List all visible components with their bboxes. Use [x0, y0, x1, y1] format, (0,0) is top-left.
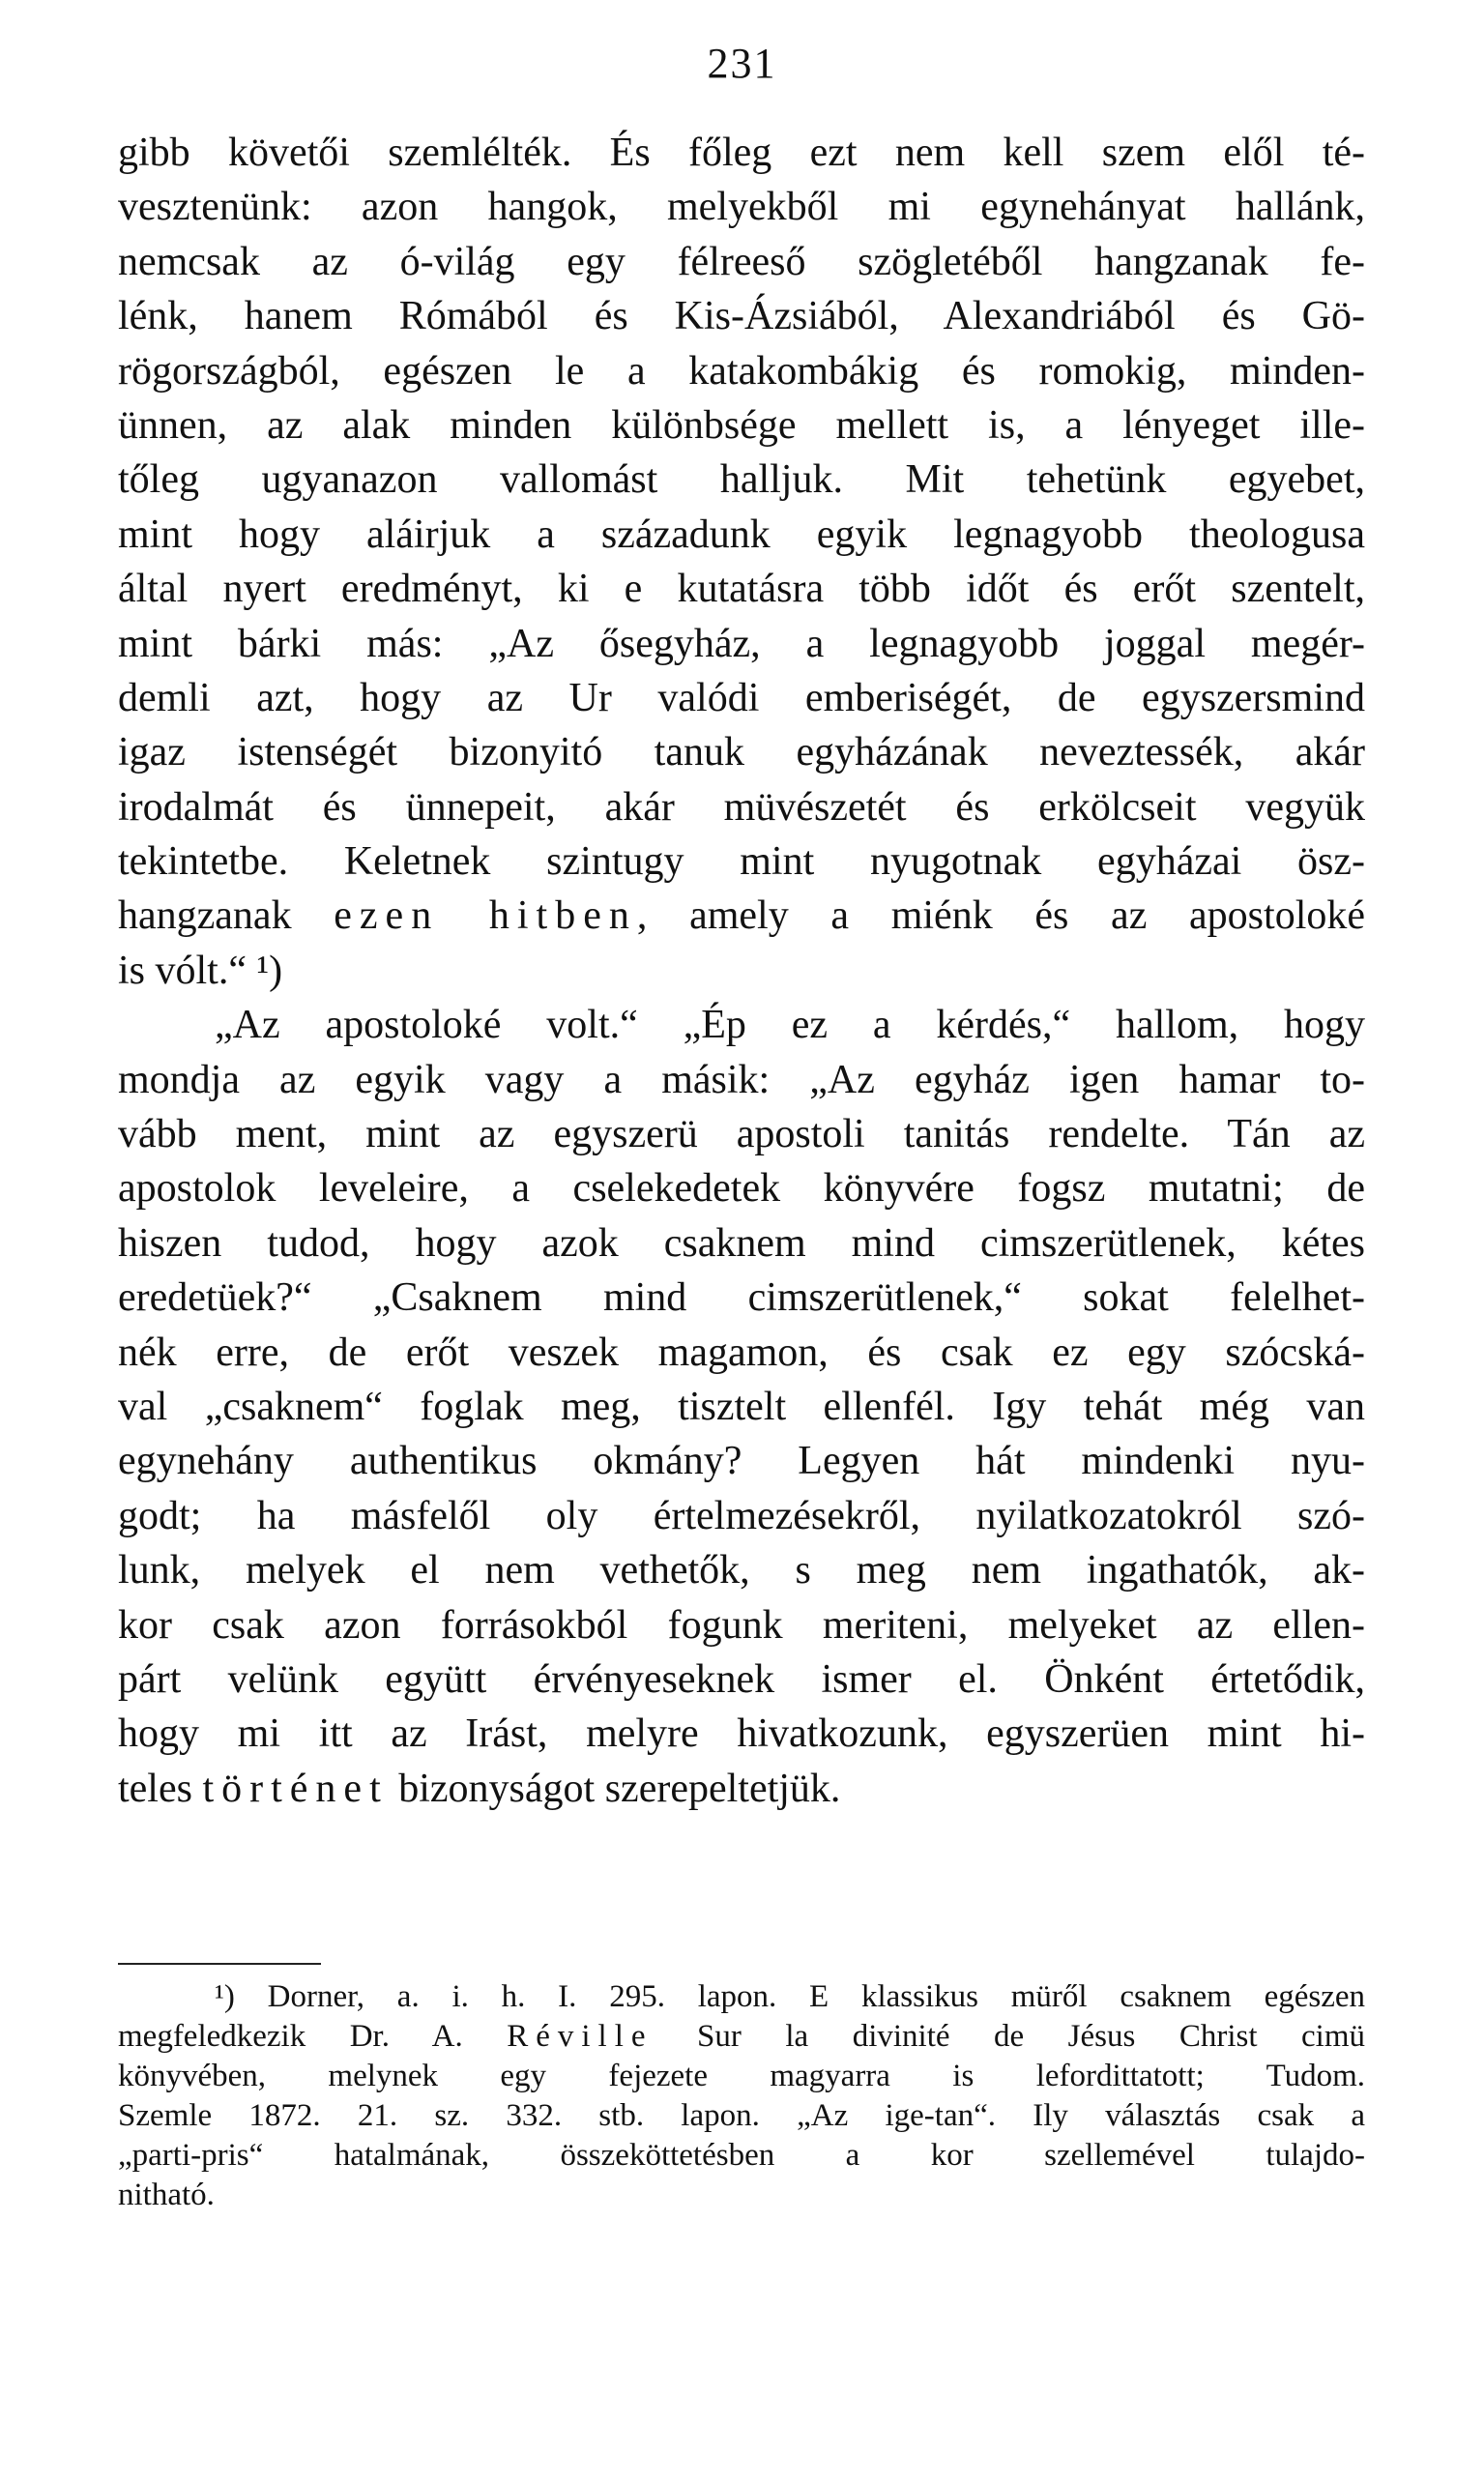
text-line: vább ment, mint az egyszerü apostoli tanitás rendelte. Tán az [118, 1112, 1365, 1157]
text-line: nemcsak az ó-világ egy félreeső szögletéből hangzanak fe- [118, 239, 1365, 284]
page-number: 231 [707, 40, 777, 87]
text-line: egynehány authentikus okmány? Legyen hát mindenki nyu- [118, 1439, 1365, 1484]
line-segment: teles [118, 1766, 203, 1811]
spaced-emphasis: Réville [507, 2019, 654, 2054]
text-line: eredetüek?“ „Csaknem mind cimszerütlenek,“ sokat felelhet- [118, 1275, 1365, 1321]
footnote-rule [118, 1963, 321, 1965]
text-line: godt; ha másfelől oly értelmezésekről, nyilatkozatokról szó- [118, 1493, 1365, 1538]
text-line: tekintetbe. Keletnek szintugy mint nyugotnak egyházai ösz- [118, 839, 1365, 885]
text-line: hogy mi itt az Irást, melyre hivatkozunk, egyszerüen mint hi- [118, 1711, 1365, 1757]
text-line: vesztenünk: azon hangok, melyekből mi egynehányat hallánk, [118, 185, 1365, 230]
footnotes [118, 1977, 1365, 2215]
text-line: tőleg ugyanazon vallomást halljuk. Mit tehetünk egyebet, [118, 457, 1365, 503]
text-line: gibb követői szemlélték. És főleg ezt nem kell szem elől té- [118, 131, 1365, 175]
text-line: igaz istenségét bizonyitó tanuk egyházának neveztessék, akár [118, 730, 1365, 775]
line-segment: , amely a miénk és az apostoloké [636, 893, 1366, 939]
spaced-emphasis: ezen hitben [334, 893, 637, 939]
spaced-emphasis: történet [202, 1766, 389, 1811]
line-segment: bizonyságot szerepeltetjük. [388, 1766, 841, 1811]
body-text [118, 126, 1365, 1816]
footnote-line: könyvében, melynek egy fejezete magyarra is lefordittatott; Tudom. [118, 2059, 1365, 2093]
text-line [118, 1762, 1365, 1816]
footnote-line [118, 2017, 1365, 2057]
footnote-line: „parti-pris“ hatalmának, összeköttetésben a kor szellemével tulajdo- [118, 2138, 1365, 2173]
text-line: is vólt.“ ¹) [118, 948, 283, 993]
text-line: lénk, hanem Rómából és Kis-Ázsiából, Alexandriából és Gö- [118, 294, 1365, 339]
text-line: apostolok leveleire, a cselekedetek könyvére fogsz mutatni; de [118, 1166, 1365, 1212]
text-line: val „csaknem“ foglak meg, tisztelt ellenfél. Igy tehát még van [118, 1384, 1365, 1429]
footnote-line: Szemle 1872. 21. sz. 332. stb. lapon. „Az ige-tan“. Ily választás csak a [118, 2098, 1365, 2133]
text-line: ünnen, az alak minden különbsége mellett is, a lényeget ille- [118, 402, 1365, 448]
line-segment: hangzanak [118, 893, 335, 939]
text-line: kor csak azon forrásokból fogunk meriteni, melyeket az ellen- [118, 1602, 1365, 1648]
footnote-line: nitható. [118, 2178, 215, 2212]
text-line: irodalmát és ünnepeit, akár müvészetét és erkölcseit vegyük [118, 784, 1365, 830]
text-line: hiszen tudod, hogy azok csaknem mind cimszerütlenek, kétes [118, 1220, 1365, 1266]
text-line: mint bárki más: „Az ősegyház, a legnagyobb joggal megér- [118, 621, 1365, 666]
line-segment: megfeledkezik Dr. A. [118, 2019, 508, 2054]
text-line: „Az apostoloké volt.“ „Ép ez a kérdés,“ hallom, hogy [215, 1003, 1365, 1048]
text-line: mondja az egyik vagy a másik: „Az egyház igen hamar to- [118, 1057, 1365, 1102]
text-line [118, 889, 1365, 943]
text-line: mint hogy aláirjuk a századunk egyik legnagyobb theologusa [118, 512, 1365, 557]
text-line: rögországból, egészen le a katakombákig és romokig, minden- [118, 348, 1365, 394]
footnote-line: ¹) Dorner, a. i. h. I. 295. lapon. E klassikus müről csaknem egészen [215, 1979, 1365, 2014]
text-line: által nyert eredményt, ki e kutatásra több időt és erőt szentelt, [118, 567, 1365, 612]
text-line: nék erre, de erőt veszek magamon, és csak ez egy szócská- [118, 1330, 1365, 1375]
text-line: párt velünk együtt érvényeseknek ismer el. Önként értetődik, [118, 1656, 1365, 1702]
text-line: demli azt, hogy az Ur valódi emberiségét, de egyszersmind [118, 675, 1365, 720]
line-segment: Sur la divinité de Jésus Christ cimü [653, 2019, 1365, 2054]
text-line: lunk, melyek el nem vethetők, s meg nem ingathatók, ak- [118, 1548, 1365, 1593]
